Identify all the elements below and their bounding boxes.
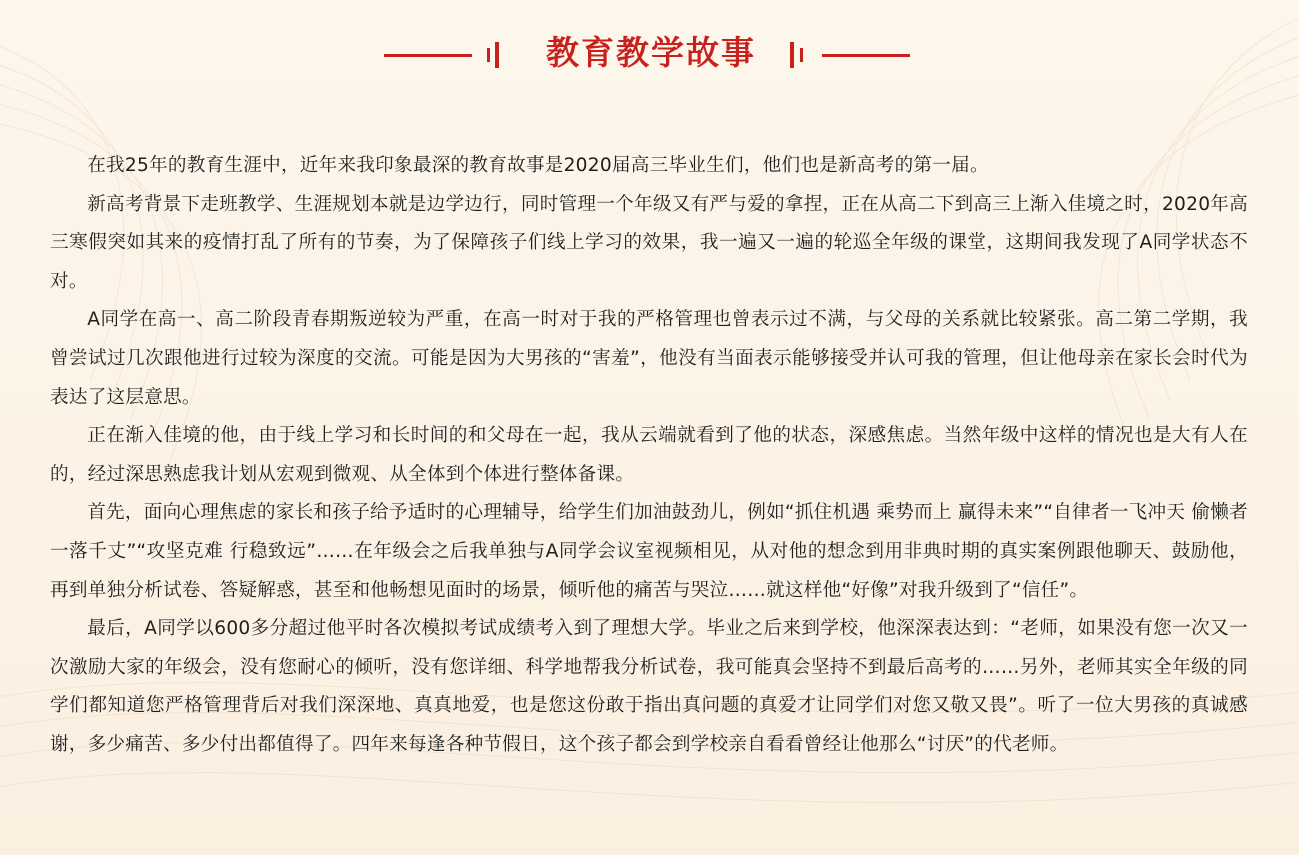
paragraph: 正在渐入佳境的他，由于线上学习和长时间的和父母在一起，我从云端就看到了他的状态，深感焦虑。当然年级中这样的情况也是大有人在的，经过深思熟虑我计划从宏观到微观、从全体到个体进行整体备课。 xyxy=(50,425,1248,485)
header-line-right xyxy=(822,54,910,57)
header-line-left xyxy=(384,54,472,57)
header-ornament-left xyxy=(487,42,503,70)
paragraph: 首先，面向心理焦虑的家长和孩子给予适时的心理辅导，给学生们加油鼓劲儿，例如“抓住机遇 乘势而上 赢得未来”“自律者一飞冲天 偷懒者一落千丈”“攻坚克难 行稳致远”……在年级会之后我单独与A同学会议室视频相见，从对他的想念到用非典时期的真实案例跟他聊天、鼓励他，再到单独分析试卷、答疑解惑，甚至和他畅想见面时的场景，倾听他的痛苦与哭泣……就这样他“好像”对我升级到了“信任”。 xyxy=(50,502,1248,601)
paragraph: A同学在高一、高二阶段青春期叛逆较为严重，在高一时对于我的严格管理也曾表示过不满，与父母的关系就比较紧张。高二第二学期，我曾尝试过几次跟他进行过较为深度的交流。可能是因为大男孩的“害羞”，他没有当面表示能够接受并认可我的管理，但让他母亲在家长会时代为表达了这层意思。 xyxy=(50,309,1248,408)
paragraph: 在我25年的教育生涯中，近年来我印象最深的教育故事是2020届高三毕业生们，他们也是新高考的第一届。 xyxy=(87,155,989,176)
story-body xyxy=(50,147,1248,765)
page-title: 教育教学故事 xyxy=(546,33,756,72)
section-header xyxy=(0,28,1299,80)
paragraph: 最后，A同学以600多分超过他平时各次模拟考试成绩考入到了理想大学。毕业之后来到学校，他深深表达到：“老师，如果没有您一次又一次激励大家的年级会，没有您耐心的倾听，没有您详细、科学地帮我分析试卷，我可能真会坚持不到最后高考的……另外，老师其实全年级的同学们都知道您严格管理背后对我们深深地、真真地爱，也是您这份敢于指出真问题的真爱才让同学们对您又敬又畏”。听了一位大男孩的真诚感谢，多少痛苦、多少付出都值得了。四年来每逢各种节假日，这个孩子都会到学校亲自看看曾经让他那么“讨厌”的代老师。 xyxy=(50,618,1248,755)
header-ornament-right xyxy=(790,42,806,70)
paragraph: 新高考背景下走班教学、生涯规划本就是边学边行，同时管理一个年级又有严与爱的拿捏，正在从高二下到高三上渐入佳境之时，2020年高三寒假突如其来的疫情打乱了所有的节奏，为了保障孩子们线上学习的效果，我一遍又一遍的轮巡全年级的课堂，这期间我发现了A同学状态不对。 xyxy=(50,193,1248,292)
